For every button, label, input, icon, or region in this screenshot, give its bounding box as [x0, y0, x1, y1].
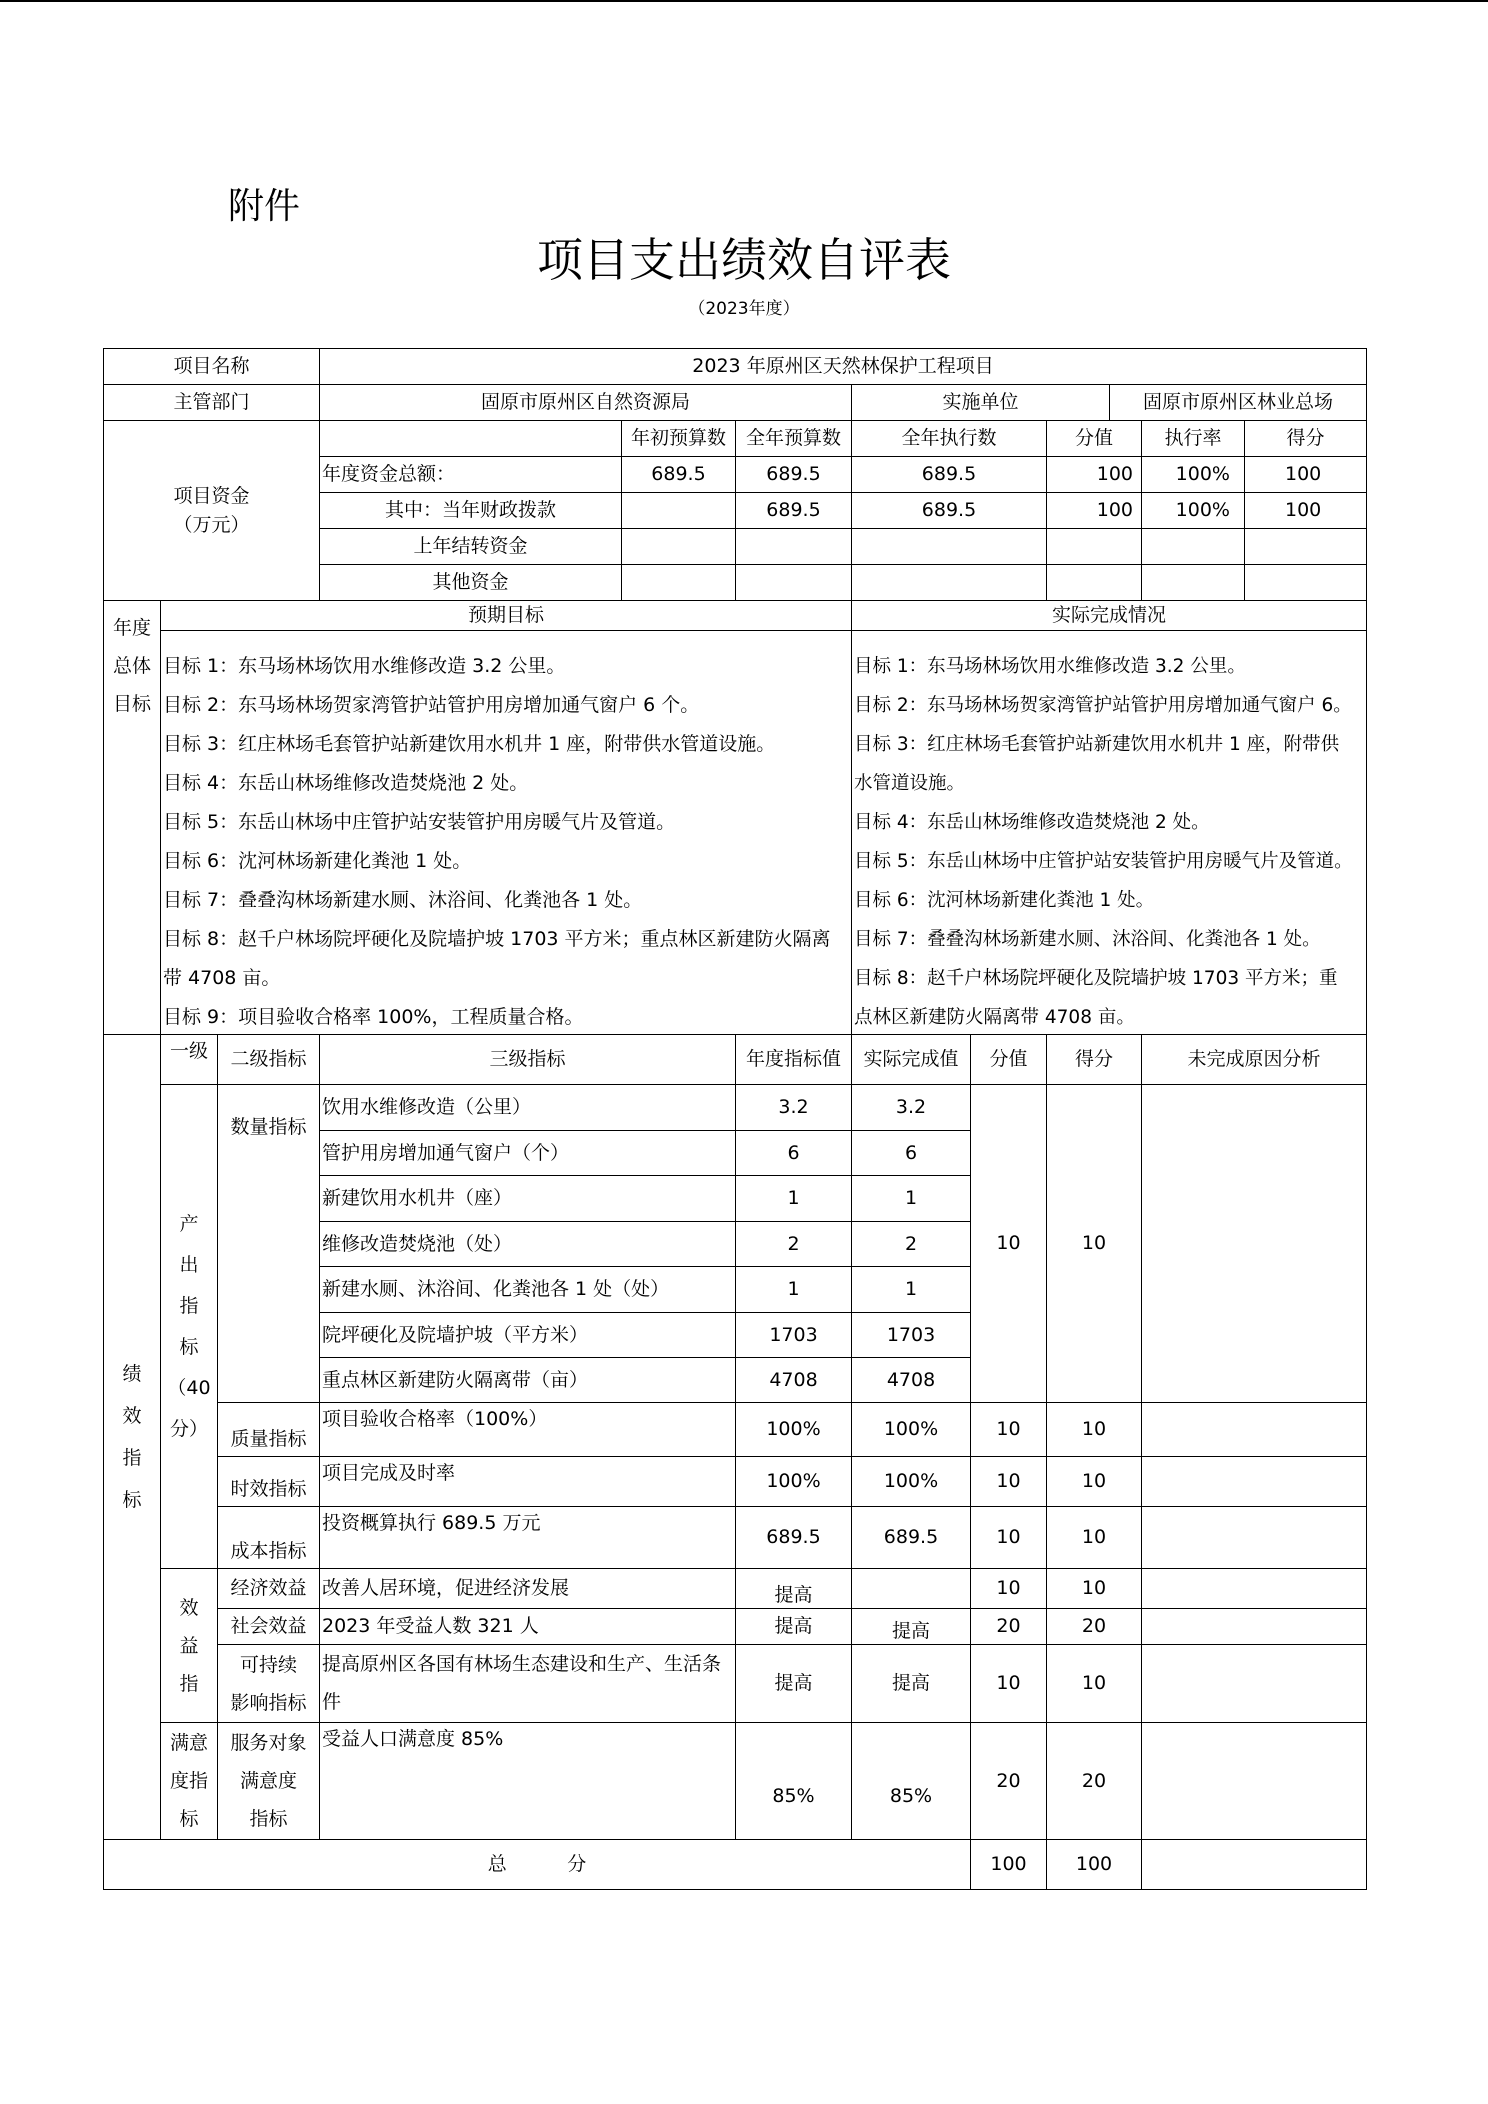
benefit-label-part: 效	[179, 1596, 199, 1619]
sustain-score: 10	[1046, 1644, 1141, 1722]
economic-indicator-label: 经济效益	[217, 1568, 319, 1608]
actual-goal-line: 目标 5：东岳山林场中庄管护站安装管护用房暖气片及管道。	[854, 851, 1353, 872]
funds-row-label: 上年结转资金	[319, 528, 621, 564]
expected-goal-line: 带 4708 亩。	[163, 967, 281, 989]
page-top-border	[0, 0, 1488, 2]
actual-goal-line: 目标 6：沈河林场新建化粪池 1 处。	[854, 890, 1155, 911]
quantity-row-name: 重点林区新建防火隔离带（亩）	[319, 1357, 735, 1402]
funds-cell: 100%	[1141, 456, 1244, 492]
economic-score: 10	[1046, 1568, 1141, 1608]
impl-value: 固原市原州区林业总场	[1109, 384, 1366, 420]
indicators-side-label-3: 指	[122, 1447, 142, 1469]
satisfaction-score: 20	[1046, 1722, 1141, 1839]
satisfaction-value: 20	[970, 1722, 1046, 1839]
actual-goal-line: 水管道设施。	[854, 773, 966, 794]
funds-cell: 100	[1046, 492, 1141, 528]
expected-goal-line: 目标 7：叠叠沟林场新建水厕、沐浴间、化粪池各 1 处。	[163, 889, 643, 911]
sustain-name-line: 提高原州区各国有林场生态建设和生产、生活条	[322, 1653, 722, 1675]
sustain-value: 10	[970, 1644, 1046, 1722]
quantity-row-actual: 3.2	[851, 1084, 970, 1130]
goals-side-label-2: 总体	[112, 655, 151, 677]
timeliness-value: 10	[970, 1456, 1046, 1506]
actual-goal-line: 点林区新建防火隔离带 4708 亩。	[854, 1007, 1135, 1028]
funds-cell: 689.5	[735, 492, 851, 528]
quantity-row-target: 3.2	[735, 1084, 851, 1130]
expected-goal-line: 目标 3：红庄林场毛套管护站新建饮用水机井 1 座，附带供水管道设施。	[163, 733, 776, 755]
timeliness-target: 100%	[735, 1456, 851, 1506]
funds-row-label: 年度资金总额：	[319, 456, 621, 492]
quantity-row-name: 新建饮用水机井（座）	[319, 1175, 735, 1221]
funds-cell: 689.5	[851, 456, 1046, 492]
cost-target: 689.5	[735, 1506, 851, 1568]
expected-goal-line: 目标 1：东马场林场饮用水维修改造 3.2 公里。	[163, 655, 566, 677]
social-score: 20	[1046, 1608, 1141, 1644]
cost-name: 投资概算执行 689.5 万元	[319, 1506, 735, 1568]
quantity-row-target: 1	[735, 1266, 851, 1312]
social-indicator-label: 社会效益	[217, 1608, 319, 1644]
quantity-row-name: 维修改造焚烧池（处）	[319, 1221, 735, 1266]
quantity-row-actual: 6	[851, 1130, 970, 1175]
economic-name: 改善人居环境，促进经济发展	[319, 1568, 735, 1608]
sustain-label-line: 可持续	[239, 1653, 297, 1676]
expected-goals-header: 预期目标	[160, 600, 851, 630]
funds-header: 分值	[1046, 420, 1141, 456]
quantity-row-target: 1	[735, 1175, 851, 1221]
total-label: 总 分	[103, 1839, 970, 1889]
table-outline	[103, 348, 1367, 1890]
social-value: 20	[970, 1608, 1046, 1644]
funds-cell: 100	[1046, 456, 1141, 492]
benefit-label-part: 益	[179, 1634, 199, 1657]
quantity-score: 10	[1046, 1084, 1141, 1402]
total-score: 100	[1046, 1839, 1141, 1889]
satisfaction-sub-label: 指标	[249, 1808, 288, 1830]
funds-row-label: 其中：当年财政拨款	[319, 492, 621, 528]
quantity-row-target: 1703	[735, 1312, 851, 1357]
level2-header: 二级指标	[217, 1034, 319, 1084]
satisfaction-target: 85%	[735, 1722, 851, 1839]
sustain-name-line: 件	[322, 1691, 342, 1713]
cost-score: 10	[1046, 1506, 1141, 1568]
quantity-row-target: 6	[735, 1130, 851, 1175]
cost-value: 10	[970, 1506, 1046, 1568]
expected-goal-line: 目标 6：沈河林场新建化粪池 1 处。	[163, 850, 472, 872]
satisfaction-label-part: 满意	[169, 1732, 208, 1754]
quality-actual: 100%	[851, 1402, 970, 1456]
quality-target: 100%	[735, 1402, 851, 1456]
funds-header: 年初预算数	[621, 420, 735, 456]
quantity-row-name: 管护用房增加通气窗户（个）	[319, 1130, 735, 1175]
sustain-target: 提高	[735, 1644, 851, 1722]
funds-label-line2: （万元）	[173, 513, 250, 536]
dept-value: 固原市原州区自然资源局	[319, 384, 851, 420]
quantity-indicator-label: 数量指标	[217, 1084, 319, 1402]
expected-goal-line: 目标 8：赵千户林场院坪硬化及院墙护坡 1703 平方米；重点林区新建防火隔离	[163, 928, 831, 950]
timeliness-name: 项目完成及时率	[319, 1456, 735, 1506]
actual-goal-line: 目标 3：红庄林场毛套管护站新建饮用水机井 1 座，附带供	[854, 734, 1340, 755]
cost-indicator-label: 成本指标	[217, 1506, 319, 1568]
timeliness-indicator-label: 时效指标	[217, 1456, 319, 1506]
actual-goal-line: 目标 7：叠叠沟林场新建水厕、沐浴间、化粪池各 1 处。	[854, 929, 1321, 950]
value-header: 分值	[970, 1034, 1046, 1084]
output-label-part: 分）	[169, 1417, 208, 1440]
actual-goal-line: 目标 1：东马场林场饮用水维修改造 3.2 公里。	[854, 656, 1246, 677]
benefit-label-part: 指	[179, 1672, 199, 1695]
target-header: 年度指标值	[735, 1034, 851, 1084]
output-label-part: （40	[167, 1376, 211, 1399]
satisfaction-label-part: 标	[179, 1808, 199, 1830]
satisfaction-name: 受益人口满意度 85%	[319, 1722, 735, 1839]
page-title: 项目支出绩效自评表	[537, 233, 951, 287]
economic-target: 提高	[735, 1568, 851, 1608]
sustain-actual: 提高	[851, 1644, 970, 1722]
funds-cell: 100%	[1141, 492, 1244, 528]
quantity-row-target: 4708	[735, 1357, 851, 1402]
funds-cell: 689.5	[735, 456, 851, 492]
total-value: 100	[970, 1839, 1046, 1889]
satisfaction-label-part: 度指	[169, 1770, 208, 1792]
actual-goals-header: 实际完成情况	[851, 600, 1366, 630]
actual-header: 实际完成值	[851, 1034, 970, 1084]
timeliness-actual: 100%	[851, 1456, 970, 1506]
expected-goal-line: 目标 9：项目验收合格率 100%，工程质量合格。	[163, 1006, 584, 1028]
output-label-part: 出	[179, 1253, 199, 1276]
timeliness-score: 10	[1046, 1456, 1141, 1506]
actual-goal-line: 目标 8：赵千户林场院坪硬化及院墙护坡 1703 平方米；重	[854, 968, 1338, 989]
funds-header: 全年预算数	[735, 420, 851, 456]
quantity-row-actual: 4708	[851, 1357, 970, 1402]
funds-label-line1: 项目资金	[173, 485, 250, 507]
economic-value: 10	[970, 1568, 1046, 1608]
funds-header: 得分	[1244, 420, 1366, 456]
goals-side-label-1: 年度	[112, 617, 151, 639]
indicators-side-label-2: 效	[122, 1405, 142, 1427]
quantity-value: 10	[970, 1084, 1046, 1402]
quantity-row-name: 饮用水维修改造（公里）	[319, 1084, 735, 1130]
cost-actual: 689.5	[851, 1506, 970, 1568]
reason-header: 未完成原因分析	[1141, 1034, 1366, 1084]
impl-label: 实施单位	[851, 384, 1109, 420]
actual-goal-line: 目标 4：东岳山林场维修改造焚烧池 2 处。	[854, 812, 1210, 833]
funds-cell: 689.5	[621, 456, 735, 492]
quality-score: 10	[1046, 1402, 1141, 1456]
quality-indicator-label: 质量指标	[217, 1402, 319, 1456]
output-label-part: 指	[179, 1294, 199, 1317]
project-name: 2023 年原州区天然林保护工程项目	[319, 348, 1366, 384]
level3-header: 三级指标	[319, 1034, 735, 1084]
funds-row-label: 其他资金	[319, 564, 621, 600]
attachment-label: 附件	[228, 186, 301, 227]
quantity-row-name: 院坪硬化及院墙护坡（平方米）	[319, 1312, 735, 1357]
level1-header: 一级	[160, 1034, 217, 1084]
quality-name: 项目验收合格率（100%）	[319, 1402, 735, 1456]
social-target: 提高	[735, 1608, 851, 1644]
satisfaction-actual: 85%	[851, 1722, 970, 1839]
satisfaction-sub-label: 服务对象	[230, 1732, 307, 1754]
funds-header: 全年执行数	[851, 420, 1046, 456]
sustain-label-line: 影响指标	[230, 1691, 307, 1714]
expected-goal-line: 目标 2：东马场林场贺家湾管护站管护用房增加通气窗户 6 个。	[163, 694, 700, 716]
score-header: 得分	[1046, 1034, 1141, 1084]
social-actual: 提高	[851, 1608, 970, 1644]
quantity-row-name: 新建水厕、沐浴间、化粪池各 1 处（处）	[319, 1266, 735, 1312]
report-year: （2023年度）	[688, 299, 800, 319]
funds-header: 执行率	[1141, 420, 1244, 456]
quantity-row-actual: 2	[851, 1221, 970, 1266]
quantity-row-actual: 1703	[851, 1312, 970, 1357]
actual-goal-line: 目标 2：东马场林场贺家湾管护站管护用房增加通气窗户 6。	[854, 695, 1352, 716]
output-label-part: 标	[179, 1335, 199, 1358]
funds-cell: 689.5	[851, 492, 1046, 528]
expected-goal-line: 目标 5：东岳山林场中庄管护站安装管护用房暖气片及管道。	[163, 811, 676, 833]
quantity-row-actual: 1	[851, 1175, 970, 1221]
indicators-side-label-1: 绩	[122, 1363, 142, 1385]
funds-cell: 100	[1244, 492, 1366, 528]
quality-value: 10	[970, 1402, 1046, 1456]
project-name-label: 项目名称	[103, 348, 319, 384]
indicators-side-label-4: 标	[122, 1489, 142, 1511]
funds-cell: 100	[1244, 456, 1366, 492]
satisfaction-sub-label: 满意度	[239, 1770, 297, 1792]
dept-label: 主管部门	[103, 384, 319, 420]
expected-goal-line: 目标 4：东岳山林场维修改造焚烧池 2 处。	[163, 772, 529, 794]
social-name: 2023 年受益人数 321 人	[319, 1608, 735, 1644]
quantity-row-actual: 1	[851, 1266, 970, 1312]
quantity-row-target: 2	[735, 1221, 851, 1266]
output-label-part: 产	[179, 1212, 199, 1235]
goals-side-label-3: 目标	[112, 693, 151, 715]
